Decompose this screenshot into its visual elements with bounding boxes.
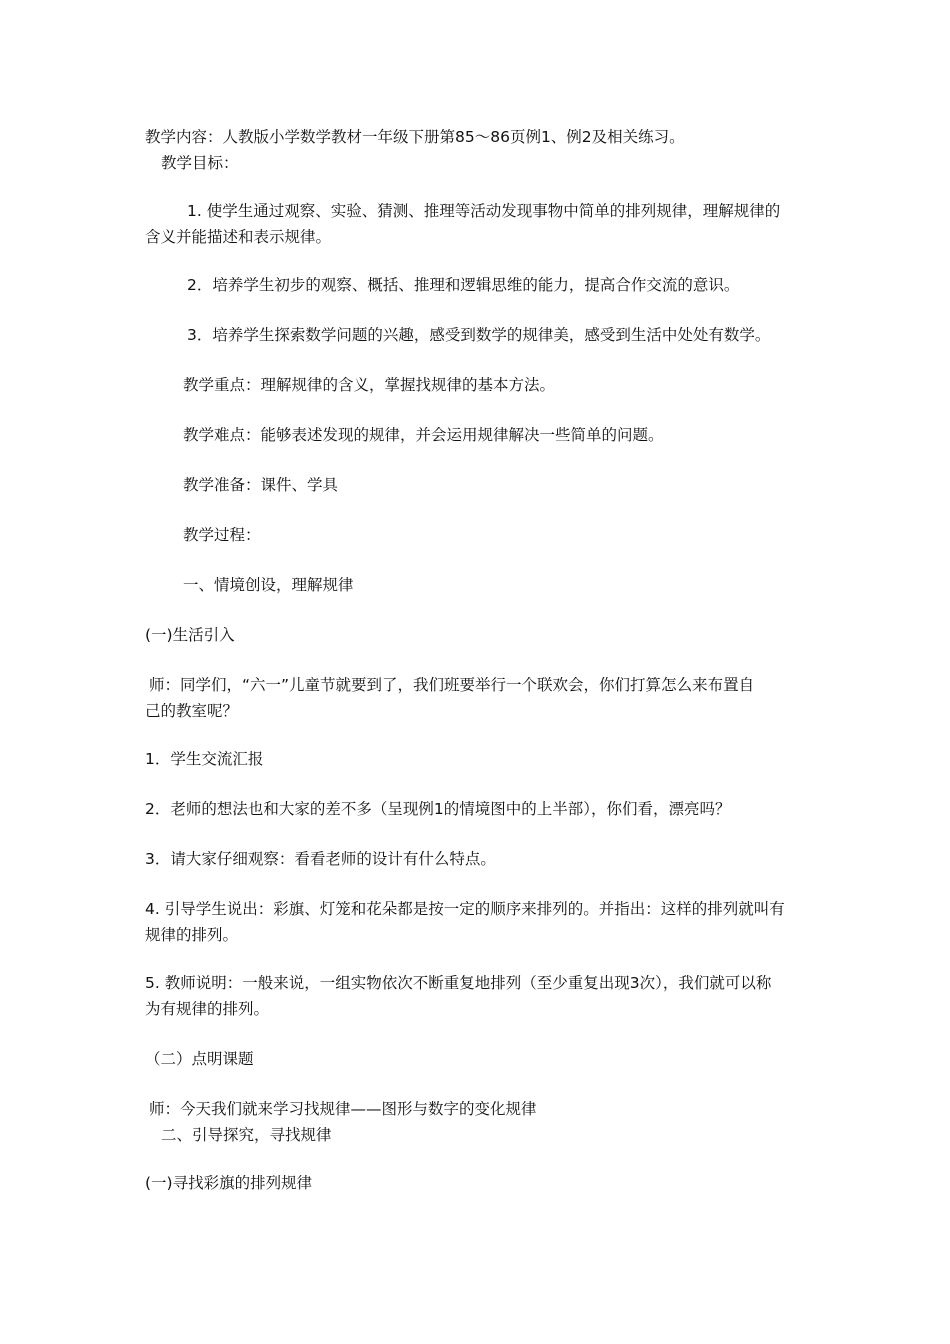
section-2-heading: 二、引导探究，寻找规律: [161, 1126, 332, 1144]
step-2: 2．老师的想法也和大家的差不多（呈现例1的情境图中的上半部），你们看，漂亮吗？: [145, 800, 731, 818]
step-3: 3．请大家仔细观察：看看老师的设计有什么特点。: [145, 850, 496, 868]
step-5-line-1: 5. 教师说明：一般来说，一组实物依次不断重复地排列（至少重复出现3次），我们就可以称: [145, 974, 772, 992]
teacher-question-line-1: 师：同学们，“六一”儿童节就要到了，我们班要举行一个联欢会，你们打算怎么来布置自: [149, 676, 755, 694]
teaching-objectives-heading: 教学目标：: [161, 154, 239, 172]
objective-1-line-2: 含义并能描述和表示规律。: [145, 228, 332, 246]
step-4-line-2: 规律的排列。: [145, 926, 239, 944]
subsection-life-intro: (一)生活引入: [145, 626, 235, 644]
teacher-topic-statement: 师：今天我们就来学习找规律——图形与数字的变化规律: [149, 1100, 537, 1118]
step-4-line-1: 4. 引导学生说出：彩旗、灯笼和花朵都是按一定的顺序来排列的。并指出：这样的排列就叫有: [145, 900, 785, 918]
teaching-preparation: 教学准备：课件、学具: [183, 476, 339, 494]
step-5-line-2: 为有规律的排列。: [145, 1000, 270, 1018]
section-1-heading: 一、情境创设，理解规律: [183, 576, 354, 594]
teaching-difficulty: 教学难点：能够表述发现的规律，并会运用规律解决一些简单的问题。: [183, 426, 664, 444]
teaching-content: 教学内容：人教版小学数学教材一年级下册第85～86页例1、例2及相关练习。: [145, 128, 685, 146]
teacher-question-line-2: 己的教室呢？: [145, 702, 239, 720]
teaching-focus: 教学重点：理解规律的含义，掌握找规律的基本方法。: [183, 376, 556, 394]
subsection-flag-pattern: (一)寻找彩旗的排列规律: [145, 1174, 313, 1192]
teaching-process-heading: 教学过程：: [183, 526, 261, 544]
objective-3: 3．培养学生探索数学问题的兴趣，感受到数学的规律美，感受到生活中处处有数学。: [187, 326, 771, 344]
step-1: 1．学生交流汇报: [145, 750, 264, 768]
objective-1-line-1: 1. 使学生通过观察、实验、猜测、推理等活动发现事物中简单的排列规律，理解规律的: [187, 202, 781, 220]
objective-2: 2．培养学生初步的观察、概括、推理和逻辑思维的能力，提高合作交流的意识。: [187, 276, 740, 294]
subsection-topic: （二）点明课题: [145, 1050, 254, 1068]
